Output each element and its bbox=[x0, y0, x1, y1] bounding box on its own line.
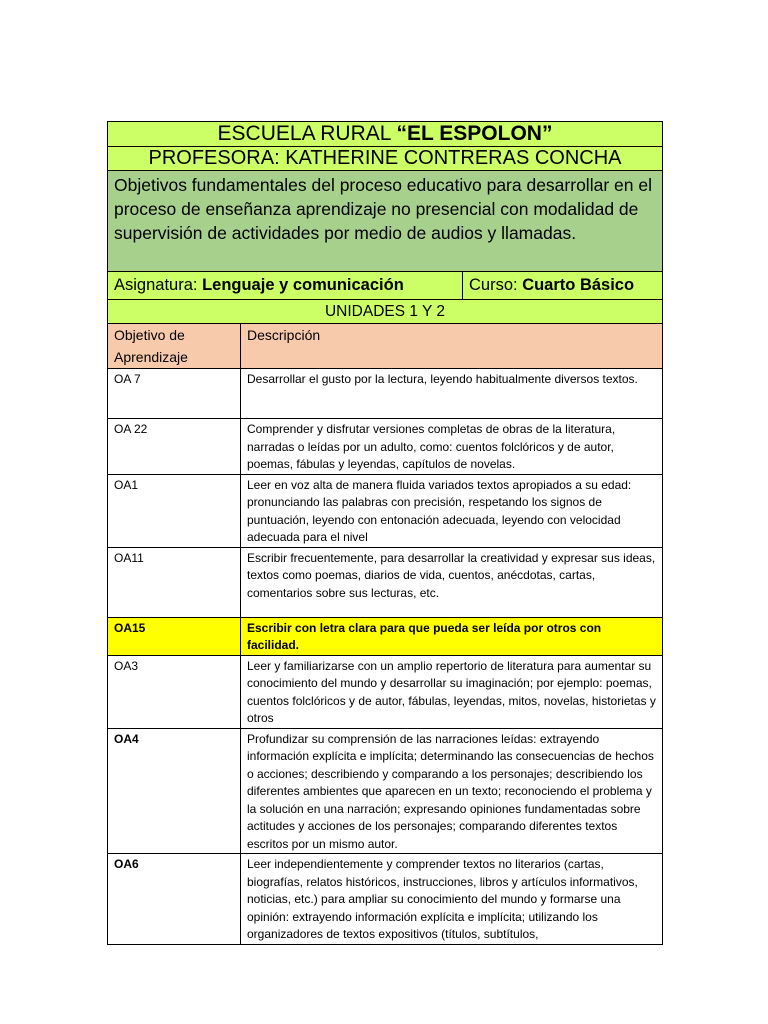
table-row-description: Leer independientemente y comprender textos no literarios (cartas, biografías, relatos históricos, instrucciones, libros y artículos informativos, noticias, etc.) para ampliar su conocimiento del mundo y formarse una opinión: extrayendo información explícita e implícita; utilizando los organizadores de textos expositivos (títulos, subtítulos, bbox=[241, 854, 663, 945]
table-row-code: OA15 bbox=[108, 617, 241, 655]
column-header-description: Descripción bbox=[241, 324, 663, 369]
school-title bbox=[108, 122, 663, 147]
course-value: Cuarto Básico bbox=[522, 276, 635, 294]
table-row-code: OA4 bbox=[108, 728, 241, 854]
table-row-description: Desarrollar el gusto por la lectura, leyendo habitualmente diversos textos. bbox=[241, 369, 663, 419]
table-row-description: Escribir frecuentemente, para desarrollar la creatividad y expresar sus ideas, textos como poemas, diarios de vida, cuentos, anécdotas, cartas, comentarios sobre sus lecturas, etc. bbox=[241, 547, 663, 617]
table-row-description: Profundizar su comprensión de las narraciones leídas: extrayendo información explícita e implícita; determinando las consecuencias de hechos o acciones; describiendo y comparando a los personajes; describiendo los diferentes ambientes que aparecen en un texto; reconociendo el problema y la solución en una narración; expresando opiniones fundamentadas sobre actitudes y acciones de los personajes; comparando diferentes textos escritos por un mismo autor. bbox=[241, 728, 663, 854]
subject-value: Lenguaje y comunicación bbox=[202, 276, 404, 294]
document-page bbox=[107, 121, 662, 945]
table-row-description: Leer en voz alta de manera fluida variados textos apropiados a su edad: pronunciando las palabras con precisión, respetando los signos de puntuación, leyendo con entonación adecuada, leyendo con velocidad adecuada para el nivel bbox=[241, 474, 663, 547]
subject-label: Asignatura: bbox=[114, 276, 203, 294]
table-row-description: Comprender y disfrutar versiones completas de obras de la literatura, narradas o leídas por un adulto, como: cuentos folclóricos y de autor, poemas, fábulas y leyendas, capítulos de novelas. bbox=[241, 419, 663, 475]
table-row-code: OA 22 bbox=[108, 419, 241, 475]
teacher-name: PROFESORA: KATHERINE CONTRERAS CONCHA bbox=[108, 147, 663, 171]
units-title: UNIDADES 1 Y 2 bbox=[108, 300, 663, 324]
school-prefix: ESCUELA RURAL bbox=[217, 122, 397, 145]
course-cell bbox=[463, 272, 663, 300]
subject-cell bbox=[108, 272, 463, 300]
objective-text: Objetivos fundamentales del proceso educativo para desarrollar en el proceso de enseñanza aprendizaje no presencial con modalidad de supervisión de actividades por medio de audios y llamadas. bbox=[108, 171, 663, 272]
course-label: Curso: bbox=[469, 276, 523, 294]
table-row-code: OA11 bbox=[108, 547, 241, 617]
table-row-code: OA6 bbox=[108, 854, 241, 945]
table-row-description: Escribir con letra clara para que pueda ser leída por otros con facilidad. bbox=[241, 617, 663, 655]
column-header-objective: Objetivo de Aprendizaje bbox=[108, 324, 241, 369]
table-row-code: OA3 bbox=[108, 655, 241, 728]
table-row-code: OA 7 bbox=[108, 369, 241, 419]
table-row-code: OA1 bbox=[108, 474, 241, 547]
school-name: “EL ESPOLON” bbox=[396, 122, 553, 145]
objectives-table bbox=[107, 121, 663, 945]
table-row-description: Leer y familiarizarse con un amplio repertorio de literatura para aumentar su conocimiento del mundo y desarrollar su imaginación; por ejemplo: poemas, cuentos folclóricos y de autor, fábulas, leyendas, mitos, novelas, historietas y otros bbox=[241, 655, 663, 728]
